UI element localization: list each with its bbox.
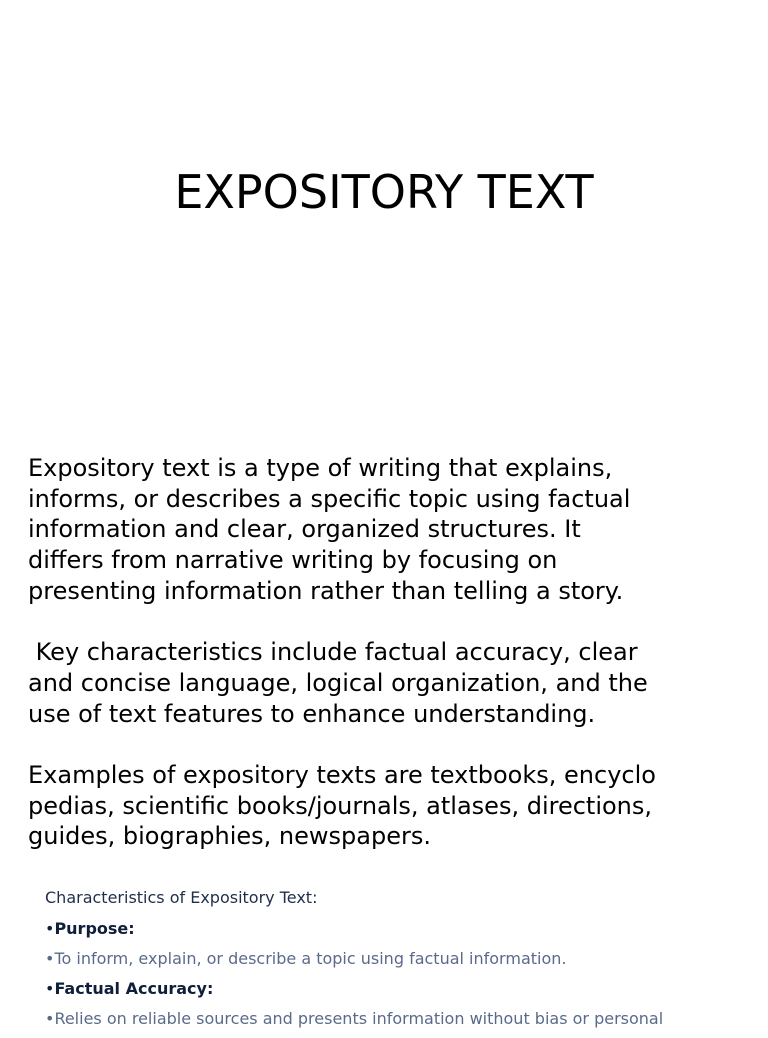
bullet-purpose-detail <box>45 948 735 970</box>
paragraph-spacer <box>28 729 728 760</box>
bullet-label: Factual Accuracy: <box>54 979 214 998</box>
paragraph-definition: Expository text is a type of writing that explains, informs, or describes a specific topic using factual information and clear, organized structures. It differs from narrative writing by focusing on presenting information rather than telling a story. <box>28 454 631 605</box>
bullet-marker: • <box>45 1009 55 1028</box>
bullet-purpose-label <box>45 918 735 940</box>
paragraph-characteristics: Key characteristics include factual accuracy, clear and concise language, logical organization, and the use of text features to enhance understanding. <box>28 638 648 728</box>
bullet-marker: • <box>45 979 55 998</box>
paragraph-examples: Examples of expository texts are textbooks, encyclo pedias, scientific books/journals, atlases, directions, guides, biographies, newspapers. <box>28 761 656 851</box>
notes-heading: Characteristics of Expository Text: <box>45 888 318 907</box>
bullet-marker: • <box>45 949 55 968</box>
paragraph-spacer <box>28 607 728 638</box>
page-title: EXPOSITORY TEXT <box>174 165 594 219</box>
bullet-detail: Relies on reliable sources and presents information without bias or personal <box>54 1009 664 1028</box>
bullet-factual-accuracy-detail <box>45 1008 735 1030</box>
bullet-label: Purpose: <box>54 919 135 938</box>
bullet-marker: • <box>45 919 55 938</box>
bullet-detail: To inform, explain, or describe a topic using factual information. <box>54 949 567 968</box>
bullet-factual-accuracy-label <box>45 978 735 1000</box>
body-text <box>28 453 728 852</box>
characteristics-notes <box>45 887 735 1038</box>
